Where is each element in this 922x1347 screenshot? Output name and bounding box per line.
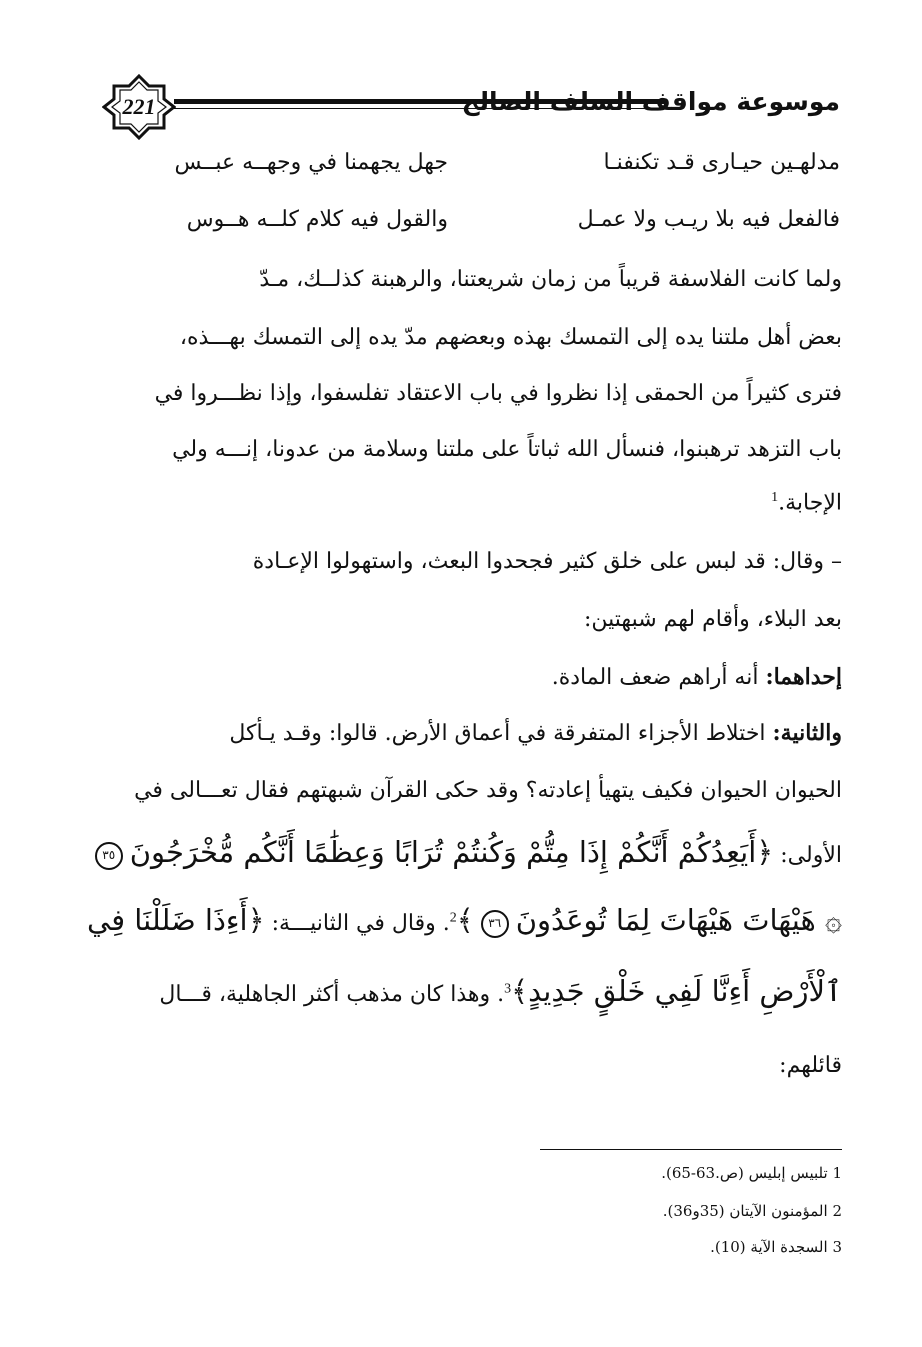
poem-verse [118, 150, 840, 210]
text-line [87, 903, 842, 938]
text-line [102, 835, 842, 870]
text-line [112, 490, 842, 515]
text-fragment: . وهذا كان مذهب أكثر الجاهلية، قـــال [159, 982, 505, 1007]
label-first: إحداهما: [765, 664, 842, 690]
footnote-number: 2 [832, 1202, 842, 1220]
page-number: 221 [122, 94, 156, 119]
text-line: الحيوان الحيوان فكيف يتهيأ إعادته؟ وقد حكى القرآن شبهتهم فقال تعـــالى في [134, 778, 842, 803]
text-line: بعد البلاء، وأقام لهم شبهتين: [584, 607, 842, 632]
footnote-separator [540, 1149, 842, 1150]
verse-hemistich-first: فالفعل فيه بلا ريـب ولا عمـل [577, 207, 840, 232]
verse-hemistich-first: مدلهـين حيـارى قـد تكنفنـا [603, 150, 840, 175]
quran-bracket: ﴾ [456, 903, 474, 937]
quran-verse: ﴿أَيَعِدُكُمْ أَنَّكُمْ إِذَا مِتُّمْ وَكُنتُمْ تُرَابًا وَعِظَٰمًا أَنَّكُم مُّخْرَجُونَ [129, 835, 774, 869]
text-line: ولما كانت الفلاسفة قريباً من زمان شريعتنا، والرهبنة كذلــك، مـدّ [259, 267, 842, 292]
footnote-ref: 3 [504, 981, 512, 997]
ayah-number-icon: ٣٦ [481, 910, 509, 938]
verse-hemistich-second: جهل يجهمنا في وجهــه عبــس [174, 150, 448, 175]
footnote [540, 1238, 842, 1256]
text-fragment: أنه أراهم ضعف المادة. [551, 665, 759, 690]
verse-hemistich-second: والقول فيه كلام كلــه هــوس [186, 207, 448, 232]
ayah-number-icon: ٣٥ [95, 842, 123, 870]
footnote-number: 3 [832, 1238, 842, 1256]
text-fragment: . وقال في الثانيـــة: [271, 911, 450, 936]
footnote [540, 1202, 842, 1220]
label-second: والثانية: [772, 720, 842, 746]
text-line: باب التزهد ترهبنوا، فنسأل الله ثباتاً على ملتنا وسلامة من عدونا، إنـــه ولي [172, 437, 842, 462]
poem-verse [118, 207, 840, 267]
text-line [112, 720, 842, 746]
footnote-ref: 1 [771, 490, 779, 505]
footnote-text: تلبيس إبليس (ص.63-65). [661, 1164, 828, 1182]
text-line: – وقال: قد لبس على خلق كثير فجحدوا البعث، واستهولوا الإعـادة [252, 549, 842, 574]
footnote [540, 1164, 842, 1182]
text-fragment: اختلاط الأجزاء المتفرقة في أعماق الأرض. قالوا: وقـد يـأكل [229, 721, 766, 746]
series-title: موسوعة مواقف السلف الصالح [461, 87, 840, 116]
text-line [112, 664, 842, 690]
text-line: فترى كثيراً من الحمقى إذا نظروا في باب الاعتقاد تفلسفوا، وإذا نظـــروا في [154, 381, 842, 406]
text-line: قائلهم: [779, 1053, 842, 1078]
quran-verse: ٱلْأَرْضِ أَءِنَّا لَفِي خَلْقٍ جَدِيدٍ﴾ [511, 974, 842, 1008]
quran-verse: ﴿أَءِذَا ضَلَلْنَا فِي [87, 903, 265, 937]
footnote-text: المؤمنون الآيتان (35و36). [662, 1202, 828, 1220]
text-fragment: الأولى: [780, 843, 842, 868]
page-header [100, 70, 840, 140]
footnote-number: 1 [832, 1164, 842, 1182]
text-line [112, 974, 842, 1008]
text-line: بعض أهل ملتنا يده إلى التمسك بهذه وبعضهم مدّ يده إلى التمسك بهـــذه، [179, 325, 842, 350]
footnote-ref: 2 [449, 910, 457, 926]
footnote-text: السجدة الآية (10). [710, 1238, 828, 1256]
text-fragment: الإجابة. [778, 490, 842, 516]
quran-verse: ۞ هَيْهَاتَ هَيْهَاتَ لِمَا تُوعَدُونَ [515, 903, 842, 937]
